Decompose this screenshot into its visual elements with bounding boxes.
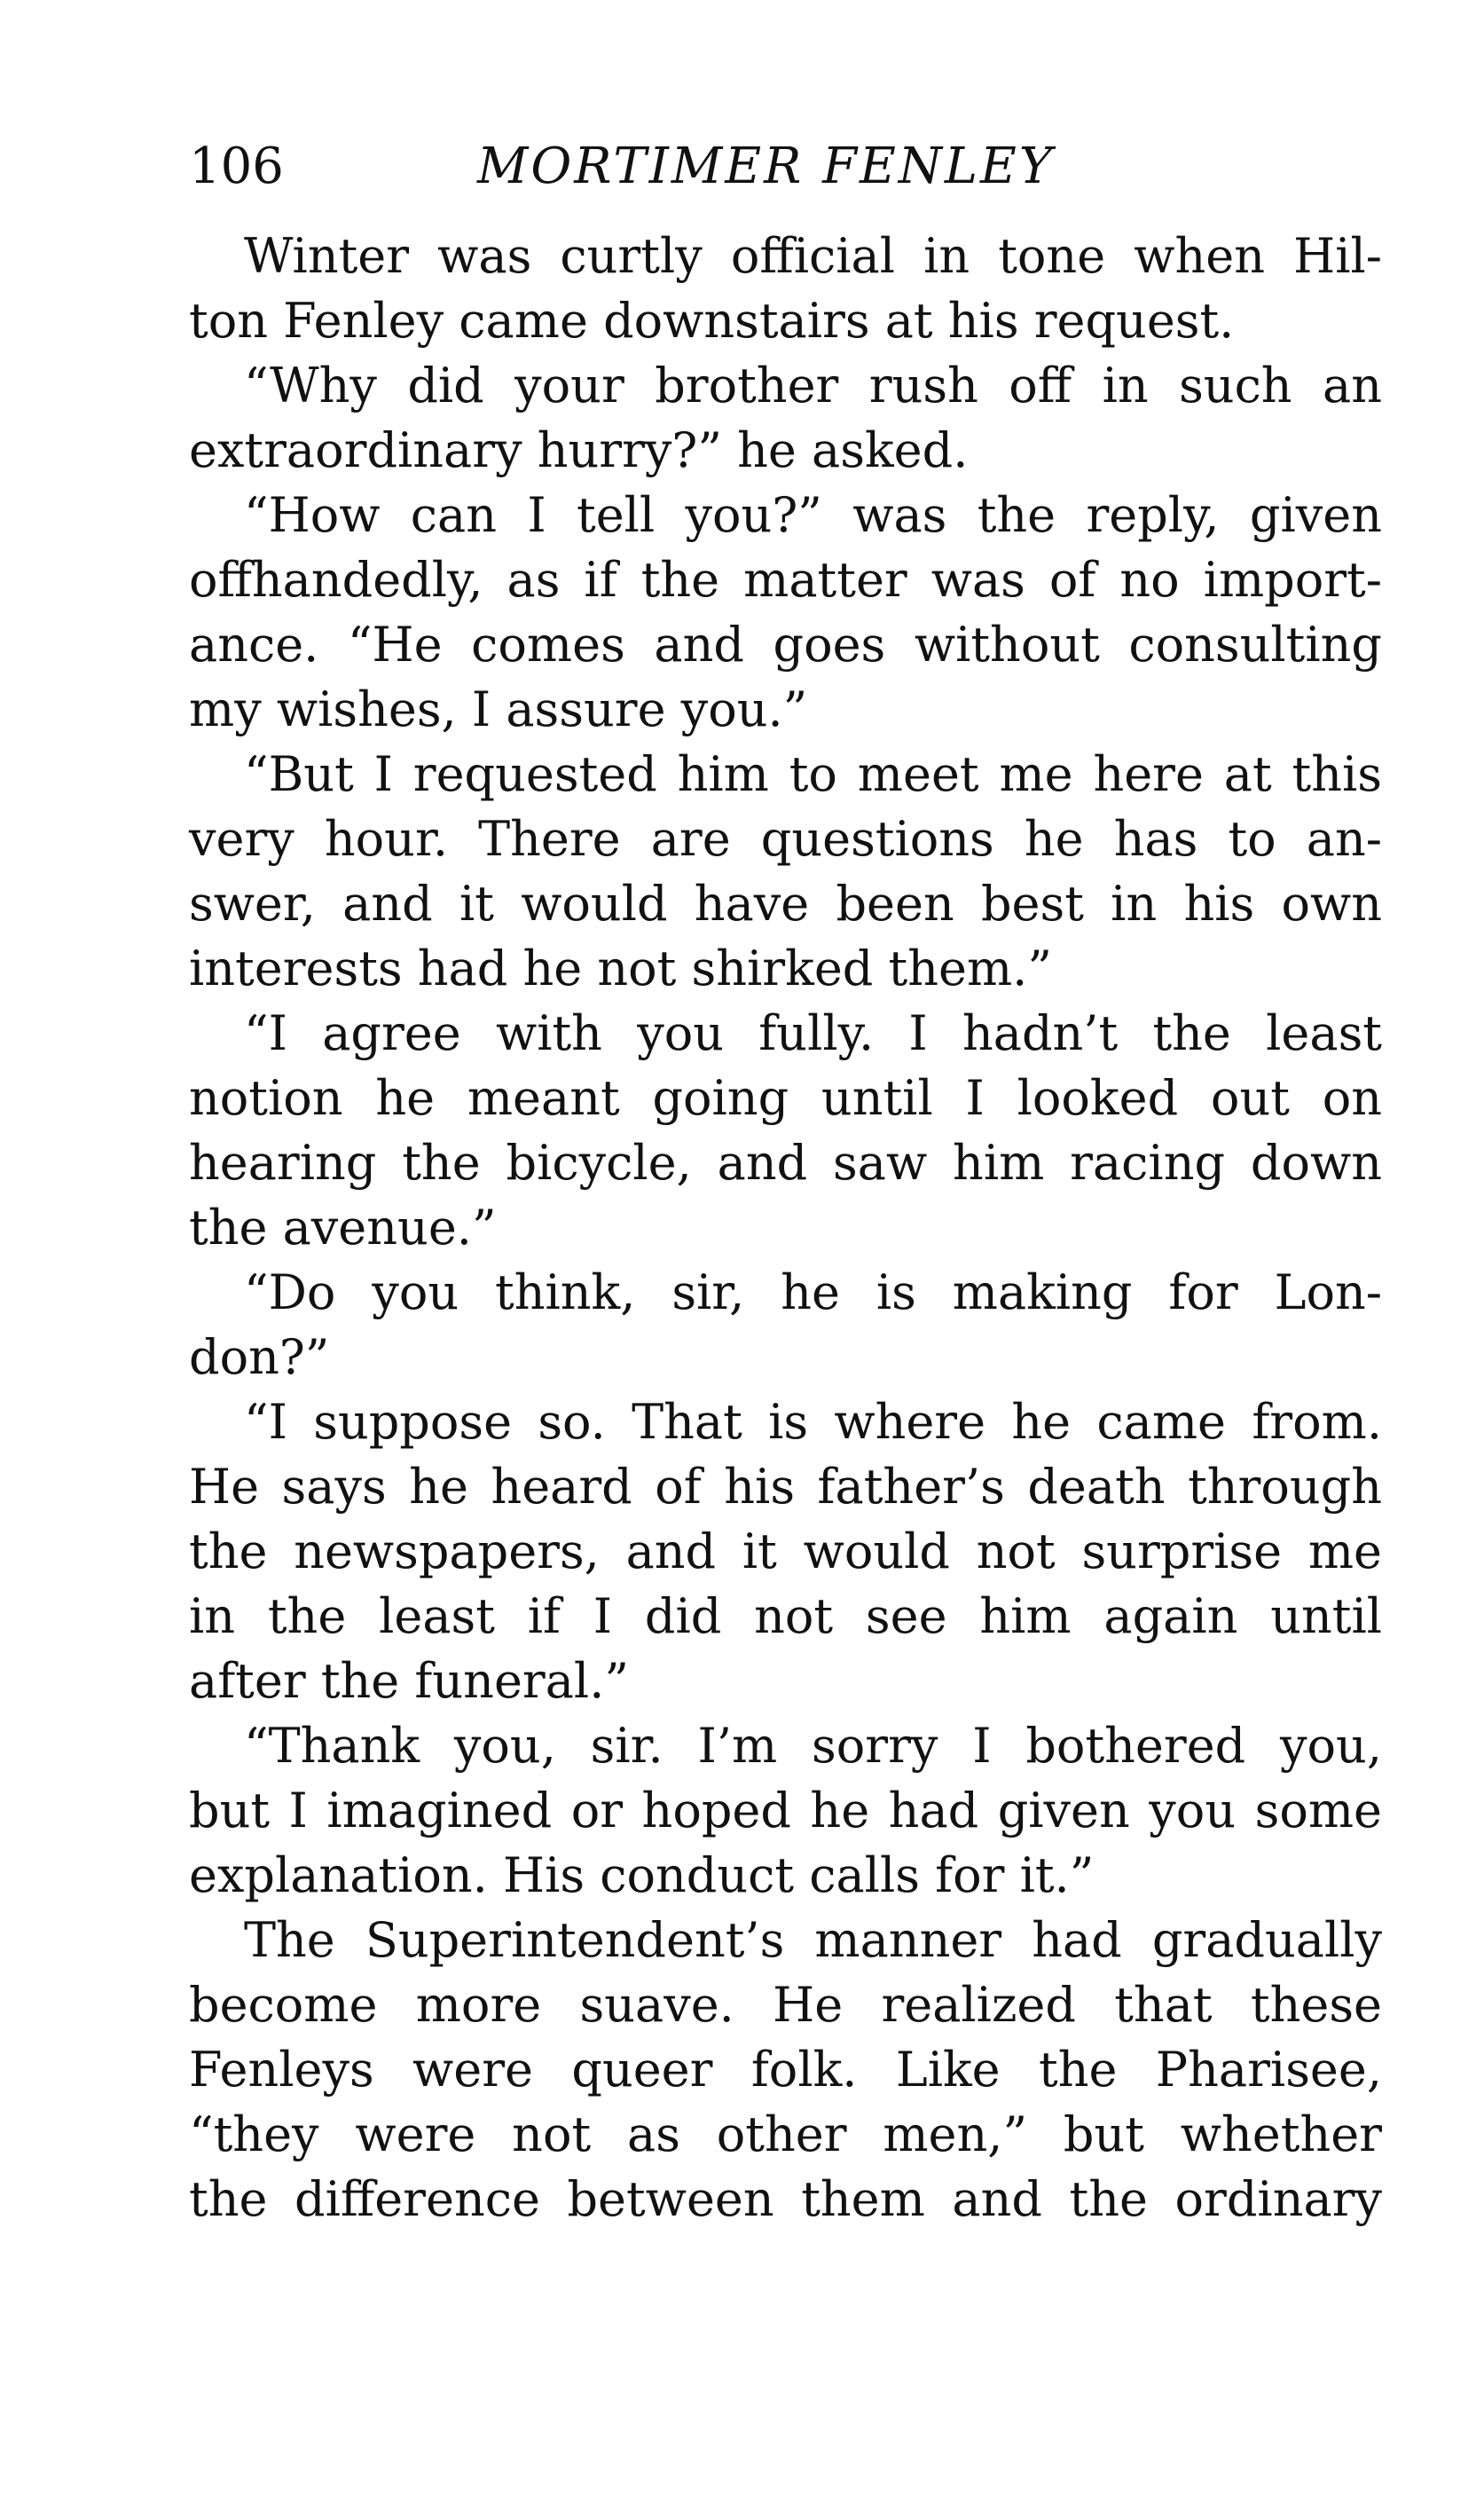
running-title: MORTIMER FENLEY [477, 138, 1055, 195]
text-line: interests had he not shirked them.” [189, 941, 1052, 996]
text-line: He says he heard of his father’s death through [189, 1459, 1382, 1515]
text-line: “Do you think, sir, he is making for Lon- [244, 1264, 1382, 1320]
text-line: but I imagined or hoped he had given you some [189, 1783, 1382, 1838]
text-line: ton Fenley came downstairs at his request. [189, 293, 1235, 349]
text-line: swer, and it would have been best in his own [189, 876, 1382, 932]
text-line: “I suppose so. That is where he came from. [244, 1394, 1382, 1450]
body-text [189, 224, 1382, 2232]
text-line: become more suave. He realized that these [189, 1977, 1382, 2033]
text-line: extraordinary hurry?” he asked. [189, 422, 969, 478]
text-line: notion he meant going until I looked out on [189, 1070, 1382, 1126]
text-line: my wishes, I assure you.” [189, 681, 808, 737]
text-line: the avenue.” [189, 1200, 497, 1256]
text-line: the difference between them and the ordinary [189, 2171, 1382, 2227]
text-line: after the funeral.” [189, 1653, 629, 1709]
text-line: Fenleys were queer folk. Like the Pharisee, [189, 2042, 1382, 2098]
text-line: “But I requested him to meet me here at this [244, 746, 1382, 802]
text-line: “How can I tell you?” was the reply, given [244, 487, 1382, 543]
text-line: “Why did your brother rush off in such an [244, 358, 1382, 413]
text-line: offhandedly, as if the matter was of no import- [189, 552, 1382, 608]
text-line: The Superintendent’s manner had gradually [244, 1912, 1382, 1968]
text-line: “I agree with you fully. I hadn’t the least [244, 1005, 1382, 1061]
running-head [189, 131, 1378, 202]
page-number: 106 [189, 138, 284, 195]
text-line: don?” [189, 1329, 330, 1385]
text-line: the newspapers, and it would not surprise me [189, 1523, 1382, 1579]
text-line: explanation. His conduct calls for it.” [189, 1847, 1095, 1903]
text-line: ance. “He comes and goes without consulting [189, 617, 1382, 673]
text-line: “Thank you, sir. I’m sorry I bothered you, [244, 1718, 1382, 1774]
text-line: very hour. There are questions he has to an- [189, 811, 1382, 867]
text-line: Winter was curtly official in tone when Hil- [244, 228, 1382, 284]
text-line: in the least if I did not see him again until [189, 1588, 1382, 1644]
text-line: hearing the bicycle, and saw him racing down [189, 1135, 1382, 1191]
text-line: “they were not as other men,” but whether [189, 2106, 1382, 2162]
